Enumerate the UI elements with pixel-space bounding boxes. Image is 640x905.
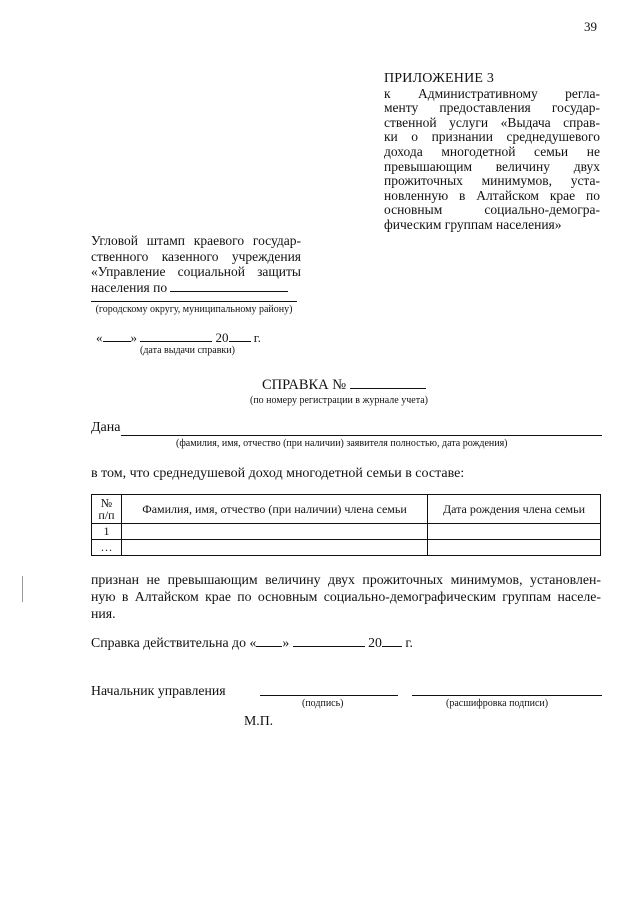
issue-year-blank	[229, 330, 251, 342]
result-paragraph	[91, 571, 601, 622]
stamp-line: Угловой штамп краевого государ-	[91, 233, 301, 248]
appendix-line: новленную в Алтайском крае по	[384, 187, 600, 203]
district-rule	[91, 301, 297, 302]
validity-open-quote: «	[249, 635, 257, 650]
appendix-line: основным социально-демогра-	[384, 202, 600, 218]
appendix-line: дохода многодетной семьи не	[384, 143, 600, 159]
validity-year-suffix: г.	[405, 635, 413, 650]
validity-close-quote: »	[282, 635, 290, 650]
given-caption: (фамилия, имя, отчество (при наличии) заявителя полностью, дата рождения)	[176, 438, 508, 449]
issue-date-close-quote: »	[130, 330, 137, 345]
district-blank	[170, 280, 288, 292]
stamp-line: ственного казенного учреждения	[91, 248, 301, 264]
issue-date-caption: (дата выдачи справки)	[140, 345, 235, 356]
issue-date-line	[96, 330, 261, 346]
signature-caption: (подпись)	[302, 698, 344, 709]
reference-title	[262, 377, 426, 394]
validity-year-blank	[382, 635, 402, 647]
issue-year-suffix: г.	[253, 330, 261, 345]
header-number: № п/п	[92, 495, 122, 524]
row-name	[122, 540, 428, 556]
stamp-line: «Управление социальной защиты	[91, 264, 301, 279]
given-rule	[121, 435, 602, 436]
validity-day-blank	[256, 635, 282, 647]
result-line: ную в Алтайском крае по основным социально-демографическим группам населе-	[91, 589, 601, 604]
row-number: …	[92, 540, 122, 556]
row-birthdate	[428, 524, 601, 540]
row-number: 1	[92, 524, 122, 540]
given-label: Дана	[91, 420, 121, 435]
appendix-line: прожиточных минимумов, уста-	[384, 173, 600, 189]
validity-line	[91, 635, 413, 651]
result-line: признан не превышающим величину двух прожиточных минимумов, установлен-	[91, 572, 601, 587]
page-number: 39	[584, 19, 597, 34]
appendix-header	[384, 72, 600, 233]
stamp-line-last	[91, 280, 301, 296]
table-row	[92, 540, 601, 556]
issue-day-blank	[103, 330, 131, 342]
result-line: ния.	[91, 606, 116, 621]
signatory-position: Начальник управления	[91, 683, 226, 698]
family-intro: в том, что среднедушевой доход многодетной семьи в составе:	[91, 466, 465, 481]
issue-date-open-quote: «	[96, 330, 103, 345]
signature-rule	[260, 695, 398, 696]
row-name	[122, 524, 428, 540]
table-header-row	[92, 495, 601, 524]
appendix-line: к Административному регла-	[384, 85, 600, 101]
seal-placeholder: М.П.	[244, 713, 274, 728]
validity-month-blank	[293, 635, 365, 647]
appendix-line: менту предоставления государ-	[384, 100, 600, 116]
appendix-line: ственной услуги «Выдача справ-	[384, 114, 600, 130]
table-row	[92, 524, 601, 540]
appendix-title: ПРИЛОЖЕНИЕ 3	[384, 71, 495, 86]
validity-label: Справка действительна до	[91, 635, 246, 650]
issue-year-prefix: 20	[215, 330, 229, 345]
signature-decode-caption: (расшифровка подписи)	[446, 698, 549, 709]
appendix-line: ки о признании среднедушевого	[384, 129, 600, 145]
reference-number-blank	[350, 377, 426, 389]
issue-month-blank	[140, 330, 212, 342]
stamp-last-text: населения по	[91, 279, 168, 295]
district-caption: (городскому округу, муниципальному району)	[95, 304, 293, 315]
reference-caption: (по номеру регистрации в журнале учета)	[250, 395, 428, 406]
appendix-line: фическим группам населения»	[384, 216, 562, 232]
row-birthdate	[428, 540, 601, 556]
validity-year-prefix: 20	[368, 635, 382, 650]
corner-stamp-block	[91, 233, 301, 295]
reference-title-text: СПРАВКА №	[262, 377, 347, 393]
header-birthdate: Дата рождения члена семьи	[428, 495, 601, 524]
family-table	[91, 494, 601, 556]
header-name: Фамилия, имя, отчество (при наличии) члена семьи	[122, 495, 428, 524]
scan-artifact-mark	[22, 576, 23, 602]
signature-decode-rule	[412, 695, 602, 696]
appendix-line: превышающим величину двух	[384, 158, 600, 174]
